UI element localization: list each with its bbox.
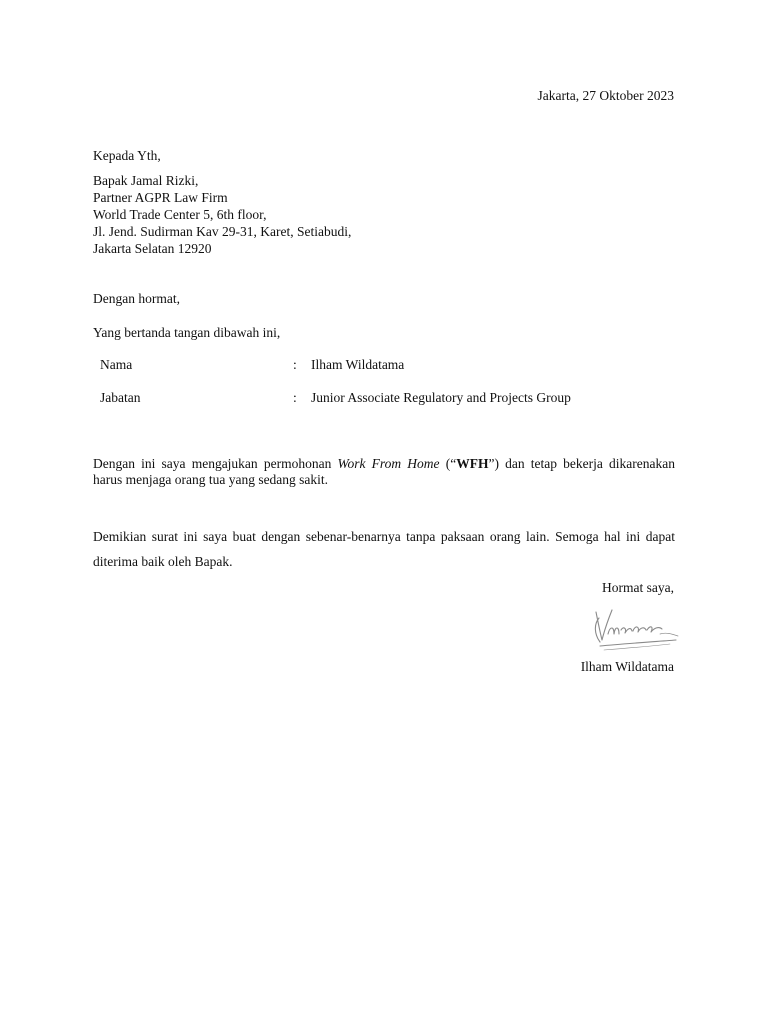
field-label-jabatan: Jabatan [100,390,141,405]
recipient-name: Bapak Jamal Rizki, [93,173,199,188]
recipient-position: Partner AGPR Law Firm [93,190,228,205]
recipient-address-city: Jakarta Selatan 12920 [93,241,212,256]
signer-name: Ilham Wildatama [580,659,674,674]
closing-salutation: Hormat saya, [602,580,674,595]
field-value-nama: Ilham Wildatama [311,357,405,372]
field-label-nama: Nama [100,357,133,372]
letter-date: Jakarta, 27 Oktober 2023 [537,88,674,103]
recipient-block [93,147,351,257]
request-text-end: ”) dan tetap bekerja dikarenakan [488,456,675,471]
request-open-paren: (“ [439,456,457,471]
greeting: Dengan hormat, [93,291,180,306]
field-value-jabatan: Junior Associate Regulatory and Projects Group [311,390,571,405]
recipient-address-building: World Trade Center 5, 6th floor, [93,207,267,222]
recipient-salutation: Kepada Yth, [93,148,161,163]
closing-paragraph-line-1: Demikian surat ini saya buat dengan sebenar-benarnya tanpa paksaan orang lain. Semoga hal ini dapat [93,529,675,544]
request-paragraph-line-2: harus menjaga orang tua yang sedang sakit. [93,472,329,487]
request-wfh-abbrev: WFH [456,456,489,471]
request-paragraph-line-1 [93,456,675,472]
closing-paragraph [93,524,675,574]
request-wfh-italic: Work From Home [337,456,440,471]
field-colon-jabatan: : [293,390,297,405]
closing-paragraph-line-2: diterima baik oleh Bapak. [93,554,233,569]
request-paragraph [93,456,675,488]
recipient-address-street: Jl. Jend. Sudirman Kav 29-31, Karet, Setiabudi, [93,224,352,239]
request-text-start: Dengan ini saya mengajukan permohonan [93,456,338,471]
intro-line: Yang bertanda tangan dibawah ini, [93,325,281,340]
handwritten-signature-icon [590,604,682,654]
field-colon-nama: : [293,357,297,372]
